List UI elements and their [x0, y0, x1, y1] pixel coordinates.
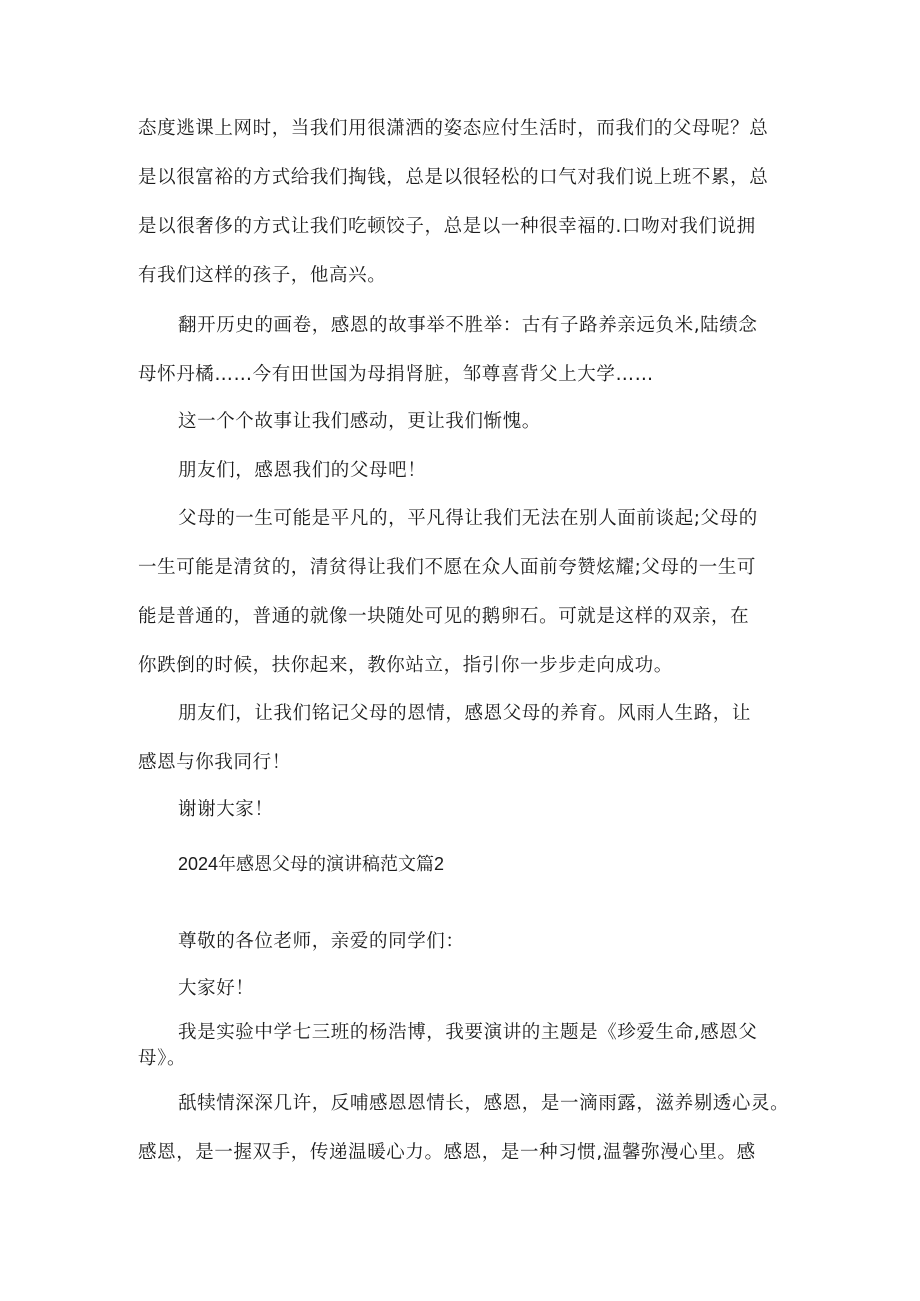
paragraph: [138, 1021, 790, 1071]
paragraph: [138, 314, 790, 387]
text-line: 舐犊情深深几许，反哺感恩恩情长，感恩，是一滴雨露，滋养剔透心灵。: [178, 1093, 790, 1114]
paragraph: [138, 117, 790, 288]
text-line: 能是普通的，普通的就像一块随处可见的鹅卵石。可就是这样的双亲，在: [138, 606, 750, 627]
text-line: 尊敬的各位老师，亲爱的同学们：: [178, 931, 465, 952]
paragraph: [138, 459, 790, 483]
text-line: 我是实验中学七三班的杨浩博，我要演讲的主题是《珍爱生命,感恩父: [178, 1022, 758, 1043]
text-line: 大家好！: [178, 978, 255, 999]
text-line: 态度逃课上网时，当我们用很潇洒的姿态应付生活时，而我们的父母呢？总: [138, 118, 769, 139]
text-line: 翻开历史的画卷，感恩的故事举不胜举：古有子路养亲远负米,陆绩念: [178, 315, 758, 336]
paragraph: [138, 702, 790, 775]
paragraph: [138, 930, 790, 954]
text-line: 父母的一生可能是平凡的，平凡得让我们无法在别人面前谈起;父母的: [178, 508, 758, 529]
text-line: 是以很富裕的方式给我们掏钱，总是以很轻松的口气对我们说上班不累，总: [138, 167, 769, 188]
section-heading: 2024年感恩父母的演讲稿范文篇2: [178, 854, 445, 874]
text-line: 有我们这样的孩子，他高兴。: [138, 265, 387, 286]
text-line: 你跌倒的时候，扶你起来，教你站立，指引你一步步走向成功。: [138, 655, 673, 676]
text-line: 母》。: [138, 1048, 187, 1069]
text-line: 是以很奢侈的方式让我们吃顿饺子，总是以一种很幸福的.口吻对我们说拥: [138, 216, 756, 237]
text-line: 感恩与你我同行！: [138, 752, 291, 773]
text-line: 感恩，是一握双手，传递温暖心力。感恩，是一种习惯,温馨弥漫心里。感: [138, 1142, 756, 1163]
text-line: 朋友们，让我们铭记父母的恩情，感恩父母的养育。风雨人生路，让: [178, 703, 752, 724]
text-line: 这一个个故事让我们感动，更让我们惭愧。: [178, 411, 541, 432]
paragraph: [138, 798, 790, 822]
text-line: 母怀丹橘……今有田世国为母捐肾脏，邹尊喜背父上大学……: [138, 364, 654, 385]
paragraph: [138, 410, 790, 434]
text-line: 朋友们，感恩我们的父母吧！: [178, 460, 427, 481]
paragraph: [138, 1092, 790, 1165]
text-line: 一生可能是清贫的，清贫得让我们不愿在众人面前夸赞炫耀;父母的一生可: [138, 557, 757, 578]
paragraph: [138, 507, 790, 678]
text-line: 谢谢大家！: [178, 799, 274, 820]
paragraph: [138, 977, 790, 1001]
